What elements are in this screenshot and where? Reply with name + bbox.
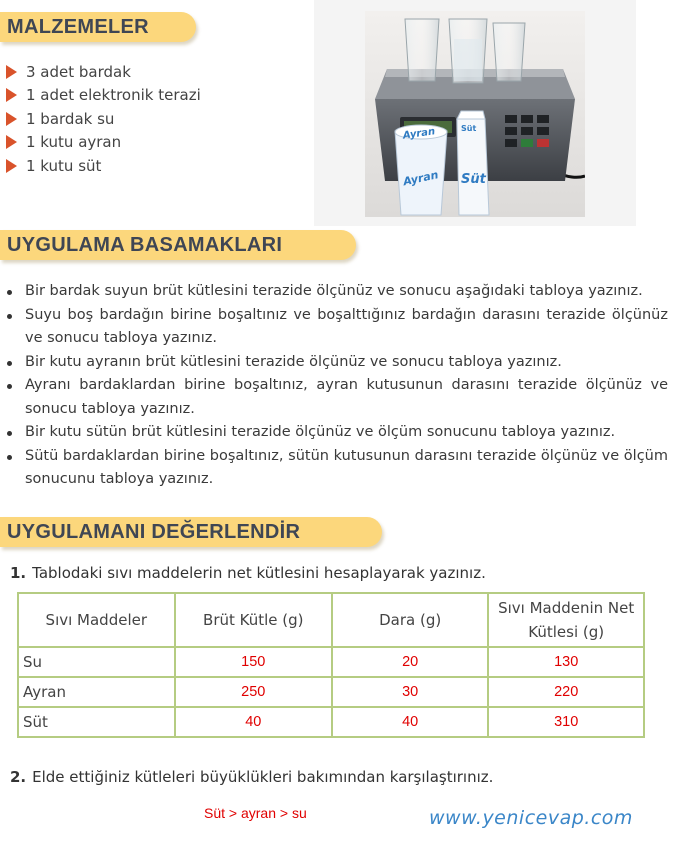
net-mass-value: 310	[488, 707, 644, 737]
net-mass-value: 130	[488, 647, 644, 677]
list-item: 3 adet bardak	[6, 60, 201, 84]
list-item: Bir kutu sütün brüt kütlesini terazide ölçünüz ve ölçüm sonucunu tabloya yazınız.	[6, 421, 668, 445]
tare-value: 30	[332, 677, 488, 707]
list-item: 1 kutu süt	[6, 154, 201, 178]
substance-name: Süt	[18, 707, 175, 737]
question-number: 1.	[10, 564, 27, 582]
arrow-bullet-icon	[6, 65, 17, 79]
evaluate-section-banner	[0, 517, 382, 547]
question-2	[10, 768, 493, 786]
photo-ayran-label: Ayran	[402, 126, 436, 142]
steps-list	[6, 280, 668, 492]
tare-value: 20	[332, 647, 488, 677]
list-item: Sütü bardaklardan birine boşaltınız, sütün kutusunun darasını terazide ölçünüz ve ölçüm sonucunu tabloya yazınız.	[6, 445, 668, 492]
materials-section-banner	[0, 12, 196, 42]
net-mass-value: 220	[488, 677, 644, 707]
column-header: Brüt Kütle (g)	[175, 593, 332, 647]
table-row	[18, 707, 644, 737]
question-text: Elde ettiğiniz kütleleri büyüklükleri bakımından karşılaştırınız.	[32, 768, 494, 786]
list-item: Bir kutu ayranın brüt kütlesini terazide ölçünüz ve sonucu tabloya yazınız.	[6, 351, 668, 375]
list-item: Suyu boş bardağın birine boşaltınız ve boşalttığınız bardağın darasını terazide ölçünüz ve sonucu tabloya yazınız.	[6, 304, 668, 351]
list-item: Ayranı bardaklardan birine boşaltınız, ayran kutusunun darasını terazide ölçünüz ve sonucu tabloya yazınız.	[6, 374, 668, 421]
gross-mass-value: 150	[175, 647, 332, 677]
table-row	[18, 677, 644, 707]
evaluate-title: UYGULAMANI DEĞERLENDİR	[7, 520, 301, 543]
arrow-bullet-icon	[6, 159, 17, 173]
list-item: 1 kutu ayran	[6, 131, 201, 155]
list-item: 1 adet elektronik terazi	[6, 84, 201, 108]
question-text: Tablodaki sıvı maddelerin net kütlesini hesaplayarak yazınız.	[32, 564, 486, 582]
steps-section-banner	[0, 230, 356, 260]
gross-mass-value: 250	[175, 677, 332, 707]
list-item: Bir bardak suyun brüt kütlesini terazide ölçünüz ve sonucu aşağıdaki tabloya yazınız.	[6, 280, 668, 304]
table-row	[18, 647, 644, 677]
photo-milk-label: Süt	[461, 172, 486, 187]
arrow-bullet-icon	[6, 88, 17, 102]
gross-mass-value: 40	[175, 707, 332, 737]
photo-milk-top-label: Süt	[461, 124, 477, 133]
table-header-row	[18, 593, 644, 647]
question-number: 2.	[10, 768, 27, 786]
list-item: 1 bardak su	[6, 107, 201, 131]
column-header: Sıvı Maddenin Net Kütlesi (g)	[488, 593, 644, 647]
column-header: Sıvı Maddeler	[18, 593, 175, 647]
question-1	[10, 564, 486, 582]
materials-title: MALZEMELER	[7, 15, 149, 38]
scale-photo	[365, 11, 585, 217]
arrow-bullet-icon	[6, 135, 17, 149]
column-header: Dara (g)	[332, 593, 488, 647]
substance-name: Ayran	[18, 677, 175, 707]
results-table	[17, 592, 645, 738]
arrow-bullet-icon	[6, 112, 17, 126]
substance-name: Su	[18, 647, 175, 677]
tare-value: 40	[332, 707, 488, 737]
comparison-answer: Süt > ayran > su	[204, 805, 307, 821]
steps-title: UYGULAMA BASAMAKLARI	[7, 233, 283, 256]
photo-ayran-side-label: Ayran	[402, 168, 440, 189]
site-watermark: www.yenicevap.com	[429, 807, 633, 829]
materials-list	[6, 60, 201, 178]
